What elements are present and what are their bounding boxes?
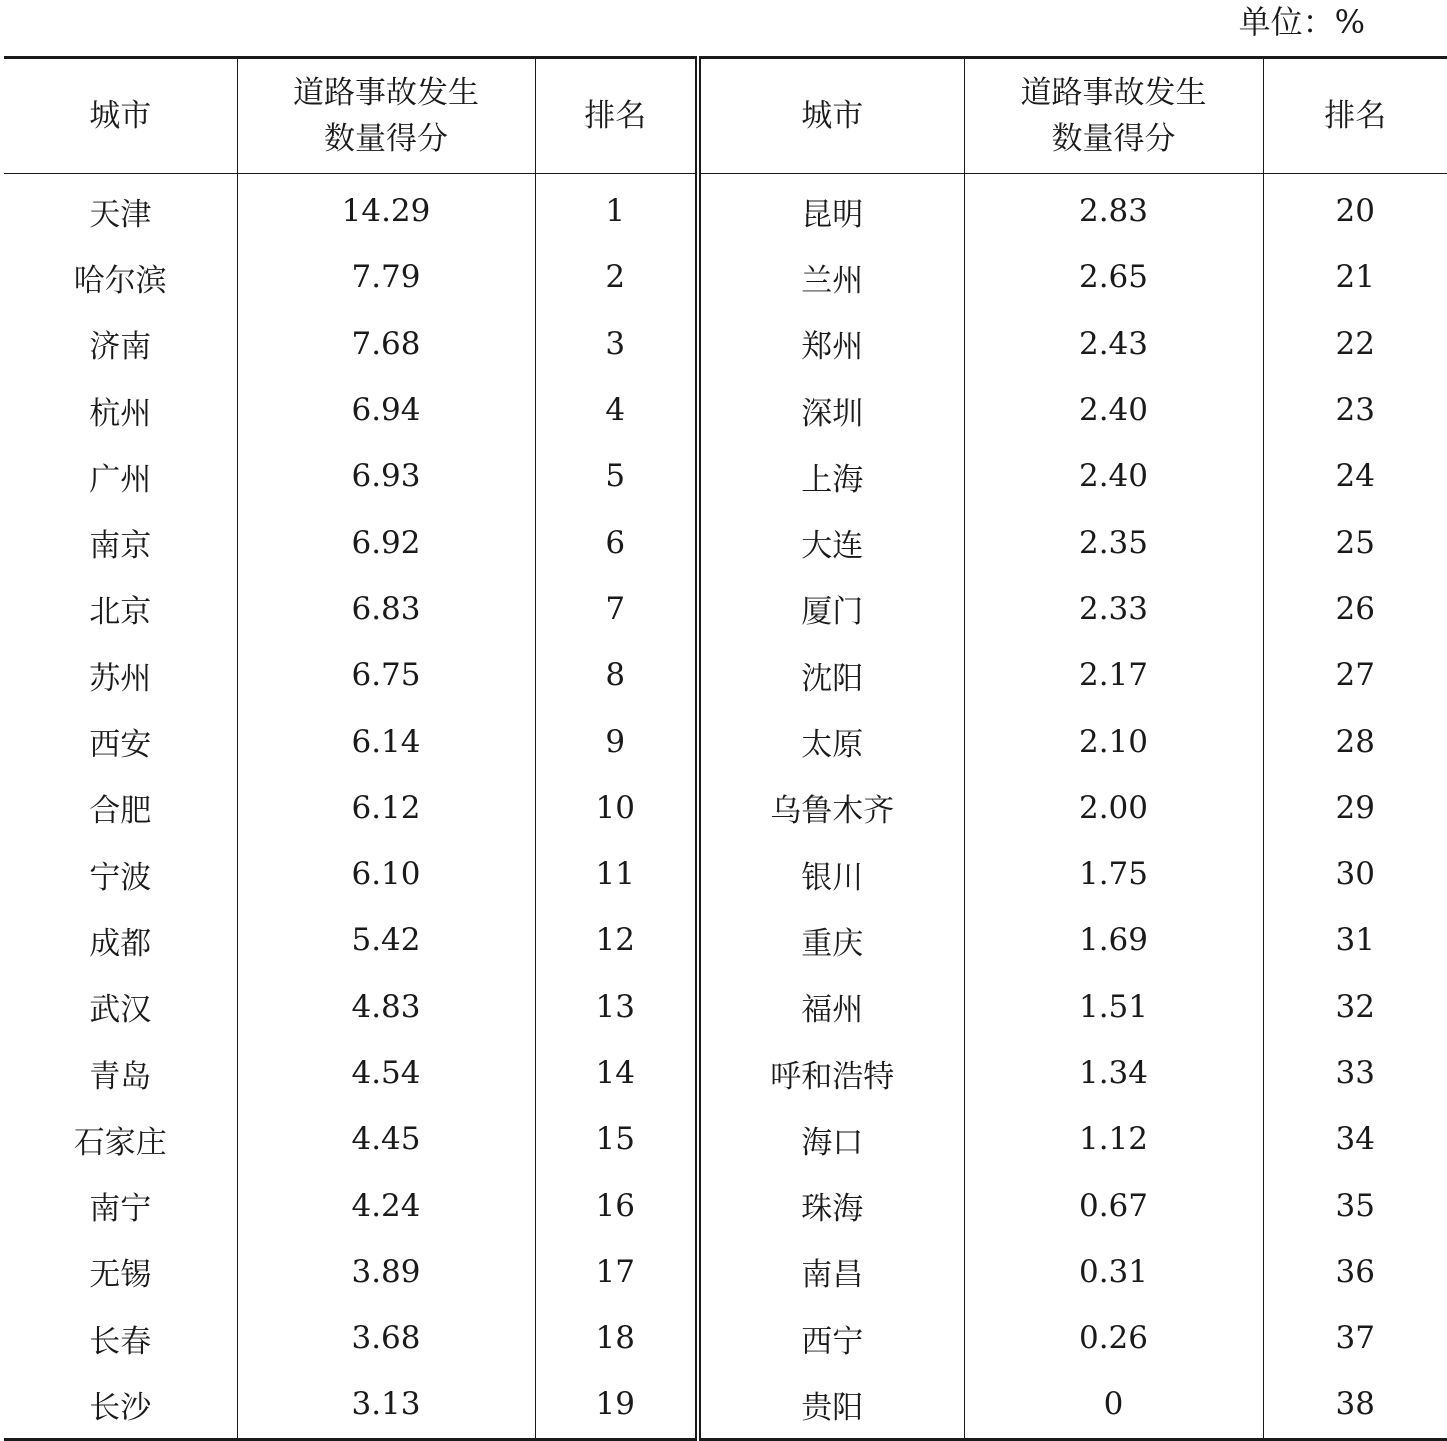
table-row [4, 1040, 1447, 1106]
city-cell-right: 沈阳 [698, 642, 964, 708]
city-cell-left: 南宁 [4, 1172, 237, 1238]
score-cell-left: 3.89 [237, 1239, 535, 1305]
city-cell-left: 苏州 [4, 642, 237, 708]
city-cell-right: 深圳 [698, 377, 964, 443]
city-cell-right: 郑州 [698, 311, 964, 377]
score-cell-left: 3.13 [237, 1371, 535, 1439]
score-cell-right: 2.43 [964, 311, 1263, 377]
table-row [4, 377, 1447, 443]
score-cell-right: 0 [964, 1371, 1263, 1439]
header-score-left [237, 58, 535, 174]
score-cell-left: 6.92 [237, 509, 535, 575]
city-cell-left: 石家庄 [4, 1106, 237, 1172]
rank-cell-left: 14 [535, 1040, 698, 1106]
city-cell-right: 西宁 [698, 1305, 964, 1371]
score-cell-right: 1.12 [964, 1106, 1263, 1172]
rank-cell-left: 8 [535, 642, 698, 708]
rank-cell-right: 30 [1335, 856, 1375, 893]
score-cell-left: 4.54 [237, 1040, 535, 1106]
city-cell-right: 兰州 [698, 244, 964, 310]
rank-cell-left: 11 [535, 841, 698, 907]
rank-cell-right: 28 [1335, 723, 1375, 760]
city-cell-left: 宁波 [4, 841, 237, 907]
score-cell-left: 7.68 [237, 311, 535, 377]
rank-cell-left: 4 [535, 377, 698, 443]
header-city-right: 城市 [698, 58, 964, 174]
score-cell-right: 1.69 [964, 907, 1263, 973]
score-cell-left: 6.12 [237, 775, 535, 841]
rank-cell-left: 6 [535, 509, 698, 575]
header-score-line1: 道路事故发生 [293, 75, 479, 111]
rank-cell-right: 29 [1335, 789, 1375, 826]
score-cell-left: 6.83 [237, 576, 535, 642]
header-rank-left: 排名 [535, 58, 698, 174]
header-rank-right: 排名 [1263, 58, 1447, 174]
score-cell-left: 6.14 [237, 708, 535, 774]
score-cell-left: 4.83 [237, 974, 535, 1040]
rank-cell-left: 3 [535, 311, 698, 377]
rank-cell-left: 7 [535, 576, 698, 642]
table-row [4, 1239, 1447, 1305]
city-cell-right: 大连 [698, 509, 964, 575]
score-cell-right: 2.35 [964, 509, 1263, 575]
rank-cell-right: 24 [1335, 458, 1375, 495]
city-cell-right: 珠海 [698, 1172, 964, 1238]
city-cell-right: 重庆 [698, 907, 964, 973]
city-cell-left: 天津 [4, 174, 237, 245]
rank-cell-left: 19 [535, 1371, 698, 1439]
rank-cell-right: 35 [1335, 1187, 1375, 1224]
city-cell-right: 厦门 [698, 576, 964, 642]
city-cell-left: 西安 [4, 708, 237, 774]
score-cell-left: 5.42 [237, 907, 535, 973]
score-cell-right: 1.34 [964, 1040, 1263, 1106]
rank-cell-right: 37 [1335, 1320, 1375, 1357]
score-cell-right: 2.83 [964, 174, 1263, 245]
table-row [4, 642, 1447, 708]
score-cell-right: 1.51 [964, 974, 1263, 1040]
score-cell-right: 2.40 [964, 377, 1263, 443]
rank-cell-left: 1 [535, 174, 698, 245]
rank-cell-left: 5 [535, 443, 698, 509]
city-cell-right: 太原 [698, 708, 964, 774]
score-cell-right: 0.26 [964, 1305, 1263, 1371]
header-score-line1: 道路事故发生 [1020, 75, 1207, 111]
score-cell-right: 2.65 [964, 244, 1263, 310]
rank-cell-left: 2 [535, 244, 698, 310]
rank-cell-left: 16 [535, 1172, 698, 1238]
rank-cell-right: 26 [1335, 590, 1375, 627]
city-cell-left: 济南 [4, 311, 237, 377]
score-cell-left: 6.94 [237, 377, 535, 443]
city-cell-right: 昆明 [698, 174, 964, 245]
score-table [4, 56, 1447, 1441]
rank-cell-right: 23 [1335, 392, 1375, 429]
city-cell-left: 无锡 [4, 1239, 237, 1305]
score-cell-right: 1.75 [964, 841, 1263, 907]
score-cell-left: 4.24 [237, 1172, 535, 1238]
score-cell-left: 7.79 [237, 244, 535, 310]
city-cell-left: 青岛 [4, 1040, 237, 1106]
score-cell-left: 6.10 [237, 841, 535, 907]
rank-cell-right: 32 [1335, 988, 1375, 1025]
score-cell-left: 4.45 [237, 1106, 535, 1172]
rank-cell-left: 10 [535, 775, 698, 841]
city-cell-left: 北京 [4, 576, 237, 642]
table-row [4, 443, 1447, 509]
table-row [4, 1371, 1447, 1439]
rank-cell-right: 31 [1335, 922, 1375, 959]
rank-cell-right: 36 [1335, 1253, 1375, 1290]
header-score-line2: 数量得分 [1051, 121, 1176, 157]
city-cell-right: 银川 [698, 841, 964, 907]
rank-cell-right: 21 [1335, 259, 1375, 296]
rank-cell-right: 22 [1335, 325, 1375, 362]
rank-cell-left: 18 [535, 1305, 698, 1371]
table-row [4, 509, 1447, 575]
table-row [4, 311, 1447, 377]
rank-cell-left: 9 [535, 708, 698, 774]
unit-label: 单位：% [1238, 3, 1365, 41]
table-body [4, 174, 1447, 1440]
city-cell-right: 福州 [698, 974, 964, 1040]
rank-cell-right: 20 [1335, 193, 1375, 230]
score-cell-right: 2.40 [964, 443, 1263, 509]
table-row [4, 1106, 1447, 1172]
rank-cell-right: 33 [1335, 1055, 1375, 1091]
rank-cell-left: 12 [535, 907, 698, 973]
rank-cell-left: 13 [535, 974, 698, 1040]
table-row [4, 1172, 1447, 1238]
rank-cell-right: 27 [1335, 657, 1375, 694]
score-cell-right: 2.33 [964, 576, 1263, 642]
city-cell-left: 广州 [4, 443, 237, 509]
table-row [4, 174, 1447, 245]
rank-cell-left: 15 [535, 1106, 698, 1172]
table-row [4, 244, 1447, 310]
rank-cell-right: 38 [1335, 1386, 1375, 1423]
city-cell-right: 乌鲁木齐 [698, 775, 964, 841]
city-cell-right: 上海 [698, 443, 964, 509]
city-cell-left: 南京 [4, 509, 237, 575]
rank-cell-left: 17 [535, 1239, 698, 1305]
score-cell-left: 3.68 [237, 1305, 535, 1371]
city-cell-right: 南昌 [698, 1239, 964, 1305]
city-cell-left: 武汉 [4, 974, 237, 1040]
city-cell-left: 合肥 [4, 775, 237, 841]
score-cell-right: 2.17 [964, 642, 1263, 708]
rank-cell-right: 34 [1335, 1121, 1375, 1158]
city-cell-left: 杭州 [4, 377, 237, 443]
table-row [4, 775, 1447, 841]
city-cell-left: 长春 [4, 1305, 237, 1371]
city-cell-right: 贵阳 [698, 1371, 964, 1439]
table-row [4, 907, 1447, 973]
table-row [4, 1305, 1447, 1371]
rank-cell-right: 25 [1335, 524, 1375, 561]
header-score-right [964, 58, 1263, 174]
city-cell-left: 长沙 [4, 1371, 237, 1439]
score-cell-left: 6.93 [237, 443, 535, 509]
score-cell-left: 6.75 [237, 642, 535, 708]
header-row [4, 58, 1447, 174]
score-cell-left: 14.29 [237, 174, 535, 245]
header-score-line2: 数量得分 [324, 121, 448, 157]
city-cell-left: 哈尔滨 [4, 244, 237, 310]
score-cell-right: 0.31 [964, 1239, 1263, 1305]
table-row [4, 576, 1447, 642]
table-row [4, 841, 1447, 907]
score-cell-right: 2.10 [964, 708, 1263, 774]
header-city-left: 城市 [4, 58, 237, 174]
score-cell-right: 2.00 [964, 775, 1263, 841]
city-cell-right: 呼和浩特 [698, 1040, 964, 1106]
score-cell-right: 0.67 [964, 1172, 1263, 1238]
city-cell-right: 海口 [698, 1106, 964, 1172]
city-cell-left: 成都 [4, 907, 237, 973]
table-row [4, 974, 1447, 1040]
table-row [4, 708, 1447, 774]
